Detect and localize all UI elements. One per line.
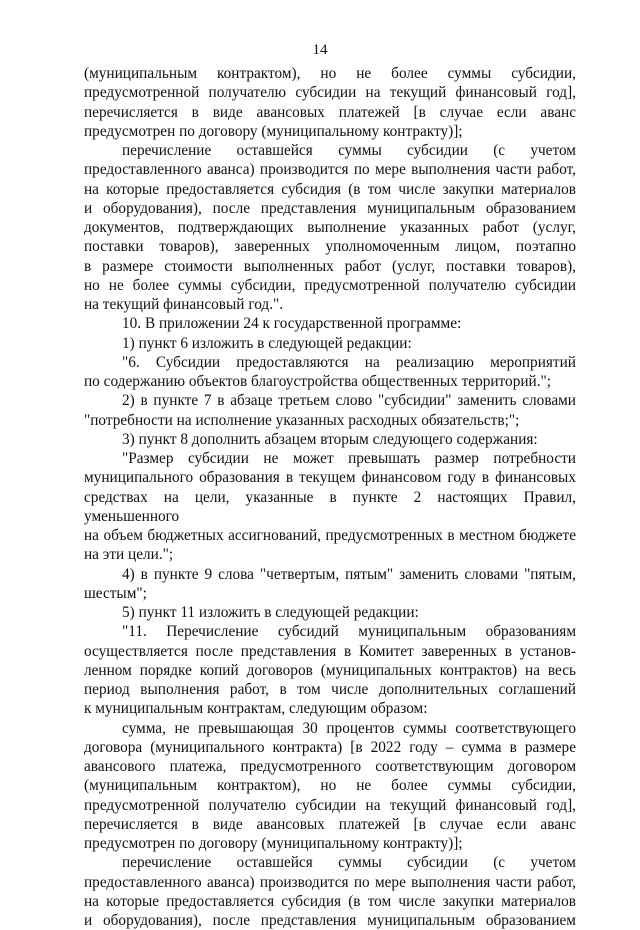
text-line: к муниципальным контрактам, следующим образом: xyxy=(84,700,428,718)
page-number: 14 xyxy=(312,42,328,58)
text-line: документов, подтверждающих выполнение указанных работ (услуг, xyxy=(84,219,576,236)
text-line: и оборудования), после представления муниципальным образованием xyxy=(84,912,576,929)
text-line: поставки товаров), заверенных уполномоченным лицом, поэтапно xyxy=(84,238,576,256)
text-line: предусмотренной получателю субсидии на текущий финансовый год], xyxy=(84,796,576,814)
text-line: перечисление оставшейся суммы субсидии (с учетом xyxy=(122,854,576,872)
text-line: предусмотрен по договору (муниципальному контракту)]; xyxy=(84,122,463,140)
text-line: 2) в пункте 7 в абзаце третьем слово "субсидии" заменить словами xyxy=(122,392,576,410)
text-line: шестым"; xyxy=(84,584,147,602)
text-line: предусмотрен по договору (муниципальному контракту)]; xyxy=(84,835,463,852)
text-line: сумма, не превышающая 30 процентов суммы соответствующего xyxy=(122,719,576,737)
text-line: "Размер субсидии не может превышать размер потребности xyxy=(122,450,576,467)
text-line: "6. Субсидии предоставляются на реализацию мероприятий xyxy=(122,353,576,371)
text-line: предусмотренной получателю субсидии на текущий финансовый год], xyxy=(84,84,576,102)
text-line: предоставленного аванса) производится по мере выполнения части работ, xyxy=(84,161,576,179)
text-line: но не более суммы субсидии, предусмотренной получателю субсидии xyxy=(84,276,576,294)
text-line: на которые предоставляется субсидия (в том числе закупки материалов xyxy=(84,180,576,198)
text-line: в размере стоимости выполненных работ (услуг, поставки товаров), xyxy=(84,257,576,275)
text-line: и оборудования), после представления муниципальным образованием xyxy=(84,199,576,217)
text-line: предоставленного аванса) производится по мере выполнения части работ, xyxy=(84,873,576,891)
text-line: (муниципальным контрактом), но не более суммы субсидии, xyxy=(84,777,576,795)
text-line: на объем бюджетных ассигнований, предусмотренных в местном бюджете xyxy=(84,527,576,544)
text-line: осуществляется после представления в Комитет заверенных в установ- xyxy=(84,642,576,660)
text-line: по содержанию объектов благоустройства общественных территорий."; xyxy=(84,373,552,390)
text-line: период выполнения работ, в том числе дополнительных соглашений xyxy=(84,681,576,698)
text-line: (муниципальным контрактом), но не более суммы субсидии, xyxy=(84,65,576,82)
text-line: 10. В приложении 24 к государственной программе: xyxy=(122,315,462,333)
text-line: авансового платежа, предусмотренного соответствующим договором xyxy=(84,758,576,775)
text-line: 1) пункт 6 изложить в следующей редакции: xyxy=(122,334,412,352)
text-line: 5) пункт 11 изложить в следующей редакции: xyxy=(122,604,419,621)
text-line: на эти цели."; xyxy=(84,546,174,564)
text-line: муниципального образования в текущем финансовом году в финансовых xyxy=(84,469,576,487)
text-line: средствах на цели, указанные в пункте 2 настоящих Правил, уменьшенного xyxy=(84,488,576,525)
text-line: на которые предоставляется субсидия (в том числе закупки материалов xyxy=(84,892,576,910)
text-line: перечисляется в виде авансовых платежей [в случае если аванс xyxy=(84,815,576,833)
text-line: на текущий финансовый год.". xyxy=(84,296,284,313)
text-line: договора (муниципального контракта) [в 2022 году – сумма в размере xyxy=(84,738,576,756)
text-line: 3) пункт 8 дополнить абзацем вторым следующего содержания: xyxy=(122,430,538,448)
text-line: 4) в пункте 9 слова "четвертым, пятым" заменить словами "пятым, xyxy=(122,565,576,583)
document-body xyxy=(84,64,576,930)
text-line: перечисляется в виде авансовых платежей [в случае если аванс xyxy=(84,103,576,121)
text-line: "потребности на исполнение указанных расходных обязательств;"; xyxy=(84,411,520,429)
text-line: перечисление оставшейся суммы субсидии (с учетом xyxy=(122,142,576,159)
text-line: ленном порядке копий договоров (муниципальных контрактов) на весь xyxy=(84,661,576,679)
text-line: "11. Перечисление субсидий муниципальным образованиям xyxy=(122,623,576,641)
